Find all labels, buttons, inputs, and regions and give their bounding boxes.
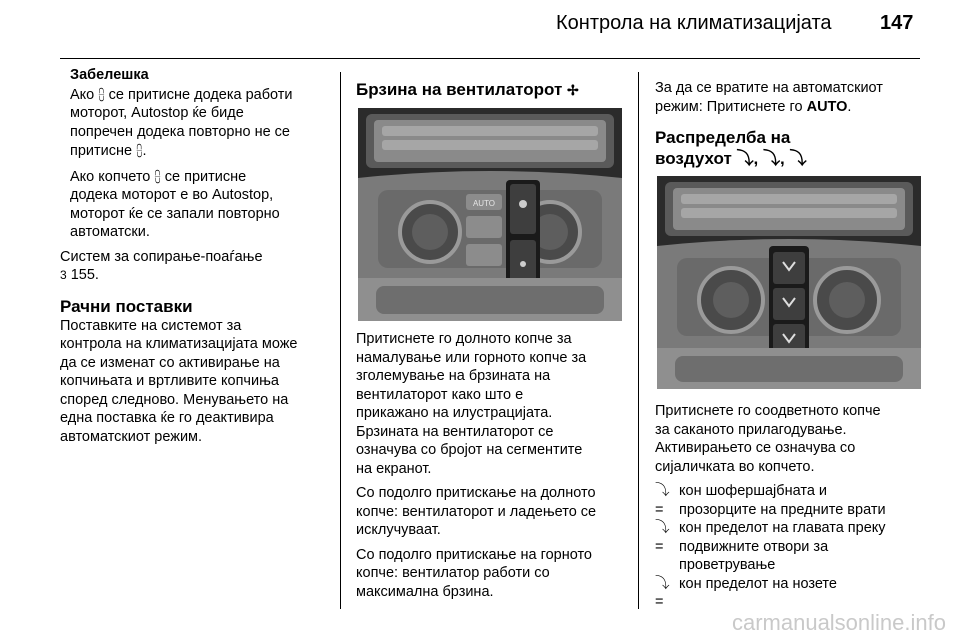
note-line: притисне ⩉. — [70, 142, 147, 159]
header-rule — [60, 58, 920, 59]
column-2 — [356, 79, 626, 101]
climate-panel-fan-illustration — [358, 108, 622, 321]
body-line: контрола на климатизацијата може — [60, 336, 298, 352]
max-defrost-icon: ⩉ — [98, 85, 105, 102]
air-distribution-list — [655, 482, 927, 612]
note-block — [60, 66, 330, 242]
body-line: Активирањето се означува со — [655, 440, 856, 456]
body-line: за саканото прилагодување. — [655, 421, 847, 438]
list-item: ⤵ = кон пределот на главата преку подвижните отвори за проветрување — [655, 520, 886, 573]
note-title: Забелешка — [70, 67, 149, 83]
head-airflow-icon: ⤵ = — [655, 520, 670, 555]
body-line: сијаличката во копчето. — [655, 458, 815, 475]
body-line: Со подолго притискање на горното — [356, 546, 592, 563]
body-line: исклучуваат. — [356, 522, 441, 538]
body-line: вентилаторот како што е — [356, 386, 524, 403]
list-item: ⤵ = кон шофершајбната и прозорците на предните врати — [655, 483, 886, 518]
section-heading-distribution: Распределба на — [655, 128, 791, 147]
auto-button-label: AUTO — [472, 199, 496, 208]
section-heading-fan: Брзина на вентилаторот ✢ — [356, 80, 579, 99]
crossref-text: Систем за сопирање-поаѓање — [60, 248, 263, 265]
section-heading-distribution-2: воздухот ⤵, ⤵, ⤵ — [655, 149, 807, 168]
windscreen-airflow-icon: ⤵ = — [655, 483, 670, 518]
body-line: означува со бројот на сегментите — [356, 442, 583, 458]
climate-panel-drawing — [358, 108, 622, 321]
page-reference-icon: 3 — [60, 268, 67, 282]
body-line: според следново. Менувањето на — [60, 391, 289, 408]
column-divider-1 — [340, 72, 341, 609]
body-line: една поставка ќе го деактивира — [60, 410, 274, 426]
note-line: додека моторот е во Autostop, — [70, 187, 274, 203]
list-item: ⤵ = кон пределот на нозете — [655, 575, 837, 610]
page-number: 147 — [880, 12, 914, 34]
air-distribution-icons: ⤵, ⤵, ⤵ — [731, 149, 807, 168]
fan-icon: ✢ — [567, 82, 579, 98]
body-line: автоматскиот режим. — [60, 428, 203, 445]
column-2-body — [356, 330, 628, 601]
body-line: За да се вратите на автоматскиот — [655, 80, 883, 96]
max-defrost-icon: ⩉ — [154, 167, 161, 184]
body-line: копче: вентилаторот и ладењето се — [356, 503, 597, 520]
body-line: Брзината на вентилаторот се — [356, 423, 554, 440]
watermark: carmanualsonline.info — [731, 610, 946, 635]
body-line: да се изменат со активирање на — [60, 354, 280, 371]
note-line: попречен додека повторно не се — [70, 123, 290, 140]
column-1 — [60, 66, 330, 446]
body-line: режим: Притиснете го AUTO. — [655, 98, 852, 115]
note-line: Ако ⩉ се притисне додека работи — [70, 85, 293, 103]
body-line: максимална брзина. — [356, 583, 494, 600]
note-line: автоматски. — [70, 224, 150, 240]
climate-panel-distribution-illustration — [657, 176, 921, 389]
max-defrost-icon: ⩉ — [136, 142, 143, 158]
note-line: моторот, Autostop ќе биде — [70, 105, 244, 121]
crossref-link[interactable]: 3 155. — [60, 267, 99, 283]
body-line: Со подолго притискање на долното — [356, 485, 596, 501]
section-heading-manual: Рачни поставки — [60, 296, 193, 316]
page-header-title: Контрола на климатизацијата — [556, 12, 832, 34]
body-line: копчињата и вртливите копчиња — [60, 373, 279, 389]
footwell-airflow-icon: ⤵ = — [655, 575, 670, 610]
body-line: копче: вентилатор работи со — [356, 565, 550, 581]
column-divider-2 — [638, 72, 639, 609]
body-line: на екранот. — [356, 460, 432, 477]
column-3-body — [655, 402, 927, 612]
climate-panel-drawing-2 — [657, 176, 921, 389]
body-line: Притиснете го соодветното копче — [655, 403, 881, 419]
body-line: прикажано на илустрацијата. — [356, 405, 553, 421]
body-line: Притиснете го долното копче за — [356, 331, 572, 347]
body-line: Поставките на системот за — [60, 317, 242, 334]
note-line: Ако копчето ⩉ се притисне — [70, 167, 247, 185]
body-line: намалување или горното копче за — [356, 349, 587, 366]
note-line: моторот ќе се запали повторно — [70, 205, 280, 222]
body-line: зголемување на брзината на — [356, 368, 551, 384]
column-3 — [655, 79, 925, 169]
